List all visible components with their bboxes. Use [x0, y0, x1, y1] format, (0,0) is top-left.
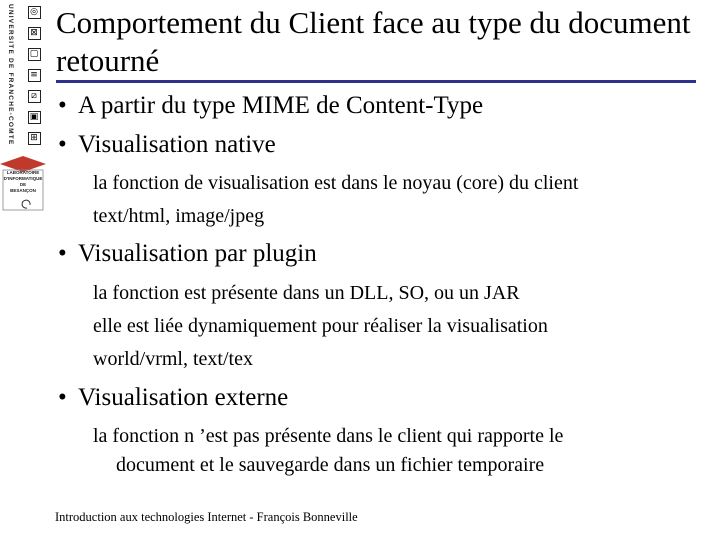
- sub-item: text/html, image/jpeg: [93, 205, 265, 227]
- bullet-text: Visualisation externe: [78, 384, 289, 411]
- lab-line: LABORATOIRE: [6, 170, 40, 175]
- lab-line: D'INFORMATIQUE: [3, 176, 43, 181]
- lab-name: [0, 170, 46, 194]
- university-name: UNIVERSITE DE FRANCHE-COMTE: [7, 4, 14, 146]
- logo-glyphs: [24, 2, 44, 153]
- sub-item: document et le sauvegarde dans un fichier temporaire: [116, 454, 545, 476]
- bullet-marker: •: [58, 384, 67, 411]
- bullet-item: [58, 130, 276, 160]
- sub-item: world/vrml, text/tex: [93, 348, 253, 370]
- lab-line: BESANÇON: [10, 188, 36, 193]
- logo-glyph-icon: ◎: [28, 6, 41, 19]
- logo-glyph-icon: ≡: [28, 69, 41, 82]
- bullet-text: Visualisation par plugin: [78, 240, 317, 267]
- lab-line: DE: [19, 182, 27, 187]
- slide-footer: Introduction aux technologies Internet - François Bonneville: [55, 510, 358, 524]
- sub-item: elle est liée dynamiquement pour réaliser la visualisation: [93, 315, 548, 337]
- bullet-text: Visualisation native: [78, 131, 276, 158]
- bullet-item: [58, 383, 288, 413]
- logo-glyph-icon: ▢: [28, 48, 41, 61]
- bullet-marker: •: [58, 92, 67, 119]
- slide-title: Comportement du Client face au type du document retourné: [56, 5, 691, 78]
- bullet-item: [58, 239, 317, 269]
- logo-glyph-icon: ⊞: [28, 132, 41, 145]
- logo-glyph-icon: ⊠: [28, 27, 41, 40]
- university-logo: [0, 0, 50, 230]
- sub-item: la fonction est présente dans un DLL, SO, ou un JAR: [93, 282, 520, 304]
- logo-glyph-icon: ▣: [28, 111, 41, 124]
- bullet-text: A partir du type MIME de Content-Type: [78, 92, 484, 119]
- sub-item: la fonction de visualisation est dans le noyau (core) du client: [93, 172, 579, 194]
- bullet-marker: •: [58, 131, 67, 158]
- title-underline: [56, 80, 696, 83]
- bullet-item: [58, 91, 483, 121]
- logo-glyph-icon: ⧄: [28, 90, 41, 103]
- bullet-marker: •: [58, 240, 67, 267]
- sub-item: la fonction n ’est pas présente dans le client qui rapporte le: [93, 425, 564, 447]
